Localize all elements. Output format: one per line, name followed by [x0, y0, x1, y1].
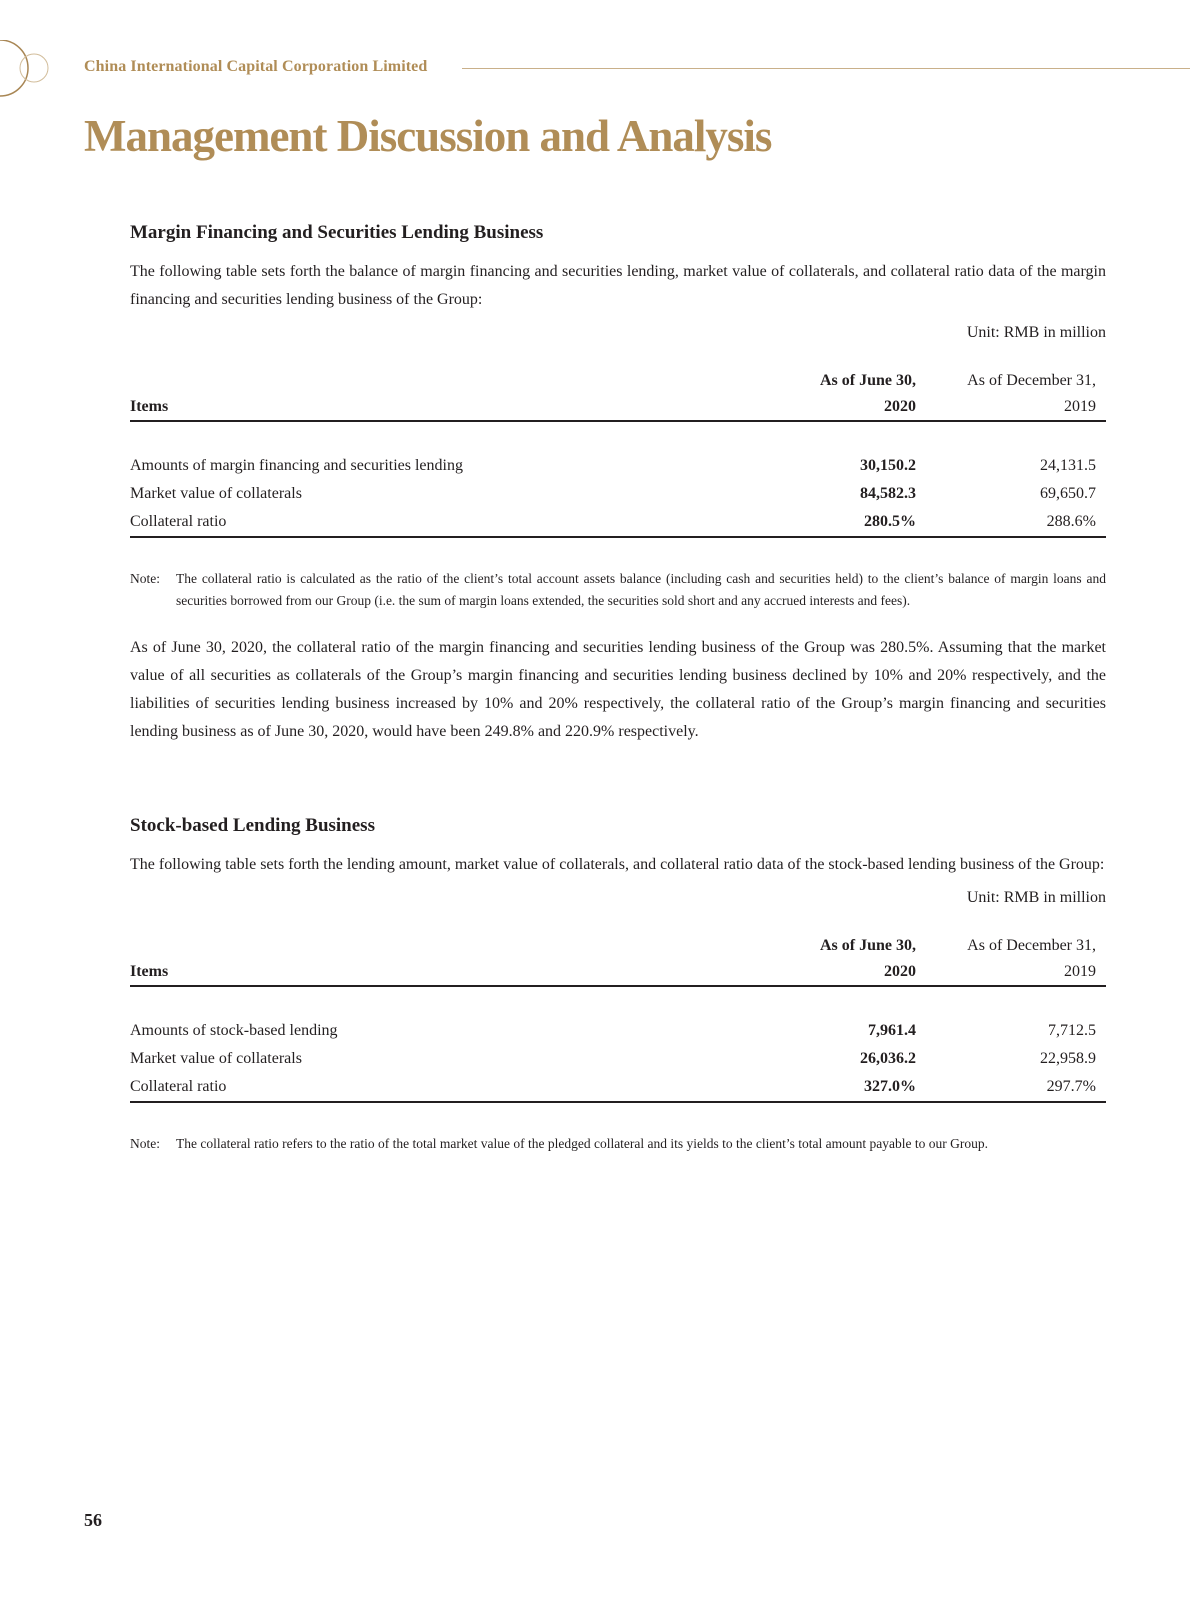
col-2019-line2: 2019 — [1064, 963, 1096, 980]
col-items: Items — [130, 963, 169, 980]
margin-unit: Unit: RMB in million — [966, 324, 1106, 341]
table-header-row — [130, 933, 1106, 986]
value-2019: 22,958.9 — [1040, 1050, 1096, 1067]
stock-heading: Stock-based Lending Business — [130, 815, 375, 836]
col-2019 — [926, 933, 1106, 986]
company-name: China International Capital Corporation Limited — [84, 58, 428, 75]
col-2020 — [756, 933, 926, 986]
row-label: Collateral ratio — [130, 1078, 227, 1095]
row-label: Market value of collaterals — [130, 1050, 302, 1067]
row-label: Market value of collaterals — [130, 485, 302, 502]
margin-heading: Margin Financing and Securities Lending Business — [130, 222, 544, 243]
table-header-row — [130, 368, 1106, 421]
col-2019-line1: As of December 31, — [967, 937, 1096, 954]
table-row — [130, 1017, 1106, 1045]
value-2020: 327.0% — [864, 1078, 916, 1095]
note-label: Note: — [130, 571, 160, 586]
stock-table — [130, 933, 1106, 1103]
value-2020: 26,036.2 — [860, 1050, 916, 1067]
value-2020: 280.5% — [864, 513, 916, 530]
col-2019 — [926, 368, 1106, 421]
company-logo-icon — [0, 40, 60, 100]
col-2020-line1: As of June 30, — [819, 937, 916, 954]
note-label: Note: — [130, 1136, 160, 1151]
value-2019: 288.6% — [1046, 513, 1096, 530]
col-2020-line2: 2020 — [884, 398, 916, 415]
stock-unit: Unit: RMB in million — [966, 889, 1106, 906]
margin-intro: The following table sets forth the balance of margin financing and securities lending, market value of collaterals, and collateral ratio data of the margin financing and securities lending business of the Group: — [130, 263, 1106, 308]
col-2019-line1: As of December 31, — [967, 372, 1096, 389]
note-text: The collateral ratio is calculated as the ratio of the client’s total account assets balance (including cash and securities held) to the client’s balance of margin loans and securities borrowed from our Group (i.e. the sum of margin loans extended, the securities sold short and any accrued interests and fees). — [176, 571, 1106, 608]
col-2020-line1: As of June 30, — [819, 372, 916, 389]
margin-note — [130, 568, 1106, 612]
page-title: Management Discussion and Analysis — [84, 111, 772, 161]
row-label: Amounts of stock-based lending — [130, 1022, 338, 1039]
col-2019-line2: 2019 — [1064, 398, 1096, 415]
table-row — [130, 480, 1106, 508]
header-rule — [462, 68, 1190, 69]
value-2019: 297.7% — [1046, 1078, 1096, 1095]
col-items: Items — [130, 398, 169, 415]
page-number: 56 — [84, 1510, 102, 1530]
margin-analysis: As of June 30, 2020, the collateral ratio of the margin financing and securities lending business of the Group was 280.5%. Assuming that the market value of all securities as collaterals of the Group’s margin financing and securities lending business declined by 10% and 20% respectively, and the liabilities of securities lending business increased by 10% and 20% respectively, the collateral ratio of the Group’s margin financing and securities lending business as of June 30, 2020, would have been 249.8% and 220.9% respectively. — [130, 639, 1106, 740]
margin-table — [130, 368, 1106, 538]
col-2020 — [756, 368, 926, 421]
value-2019: 69,650.7 — [1040, 485, 1096, 502]
col-2020-line2: 2020 — [884, 963, 916, 980]
value-2020: 30,150.2 — [860, 457, 916, 474]
table-row — [130, 452, 1106, 480]
table-row — [130, 1045, 1106, 1073]
table-row — [130, 508, 1106, 537]
value-2020: 84,582.3 — [860, 485, 916, 502]
value-2019: 7,712.5 — [1048, 1022, 1096, 1039]
stock-intro: The following table sets forth the lending amount, market value of collaterals, and collateral ratio data of the stock-based lending business of the Group: — [130, 856, 1105, 873]
table-row — [130, 1073, 1106, 1102]
stock-section — [130, 815, 1106, 1155]
stock-note — [130, 1133, 1106, 1155]
row-label: Amounts of margin financing and securities lending — [130, 457, 463, 474]
margin-section — [130, 222, 1106, 746]
value-2019: 24,131.5 — [1040, 457, 1096, 474]
value-2020: 7,961.4 — [868, 1022, 916, 1039]
row-label: Collateral ratio — [130, 513, 227, 530]
note-text: The collateral ratio refers to the ratio of the total market value of the pledged collateral and its yields to the client’s total amount payable to our Group. — [176, 1136, 988, 1151]
